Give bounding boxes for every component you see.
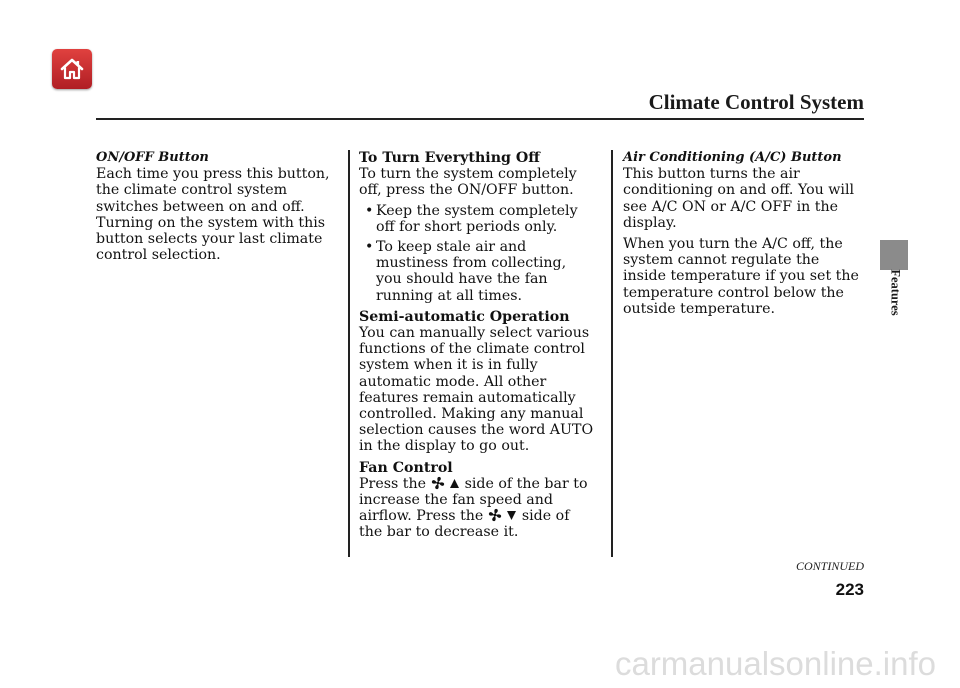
turn-off-heading: To Turn Everything Off: [359, 150, 540, 166]
ac-heading: Air Conditioning (A/C) Button: [623, 150, 842, 165]
ac-body-2: When you turn the A/C off, the system cannot regulate the inside temperature if you set the temperature control below the outside temperature.: [623, 236, 859, 317]
column-divider-1: [348, 150, 350, 557]
triangle-up-icon: [449, 478, 460, 489]
column-3: [623, 150, 859, 321]
home-button[interactable]: [52, 49, 92, 89]
fan-control-body: [359, 476, 595, 541]
fan-icon: [431, 476, 445, 490]
watermark: carmanualsonline.info: [614, 645, 936, 682]
section-tab[interactable]: [880, 240, 908, 270]
semi-auto-body: You can manually select various functions of the climate control system when it is in fully automatic mode. All other features remain automatically controlled. Making any manual selection causes the word AUTO in the display to go out.: [359, 325, 594, 455]
column-2: [359, 150, 595, 545]
on-off-body: Each time you press this button, the climate control system switches between on and off. Turning on the system with this button selects your last climate control selection.: [96, 166, 330, 264]
column-divider-2: [611, 150, 613, 557]
fan-icon: [488, 508, 502, 522]
section-tab-label: Features: [888, 268, 903, 316]
title-divider: [96, 118, 864, 120]
home-icon: [57, 54, 87, 84]
ac-body-1: This button turns the air conditioning on and off. You will see A/C ON or A/C OFF in the display.: [623, 166, 855, 231]
list-item: • Keep the system completely off for short periods only.: [359, 203, 595, 235]
page-number: 223: [835, 580, 864, 599]
turn-off-body: To turn the system completely off, press the ON/OFF button.: [359, 166, 577, 199]
column-1: [96, 150, 332, 267]
semi-auto-heading: Semi-automatic Operation: [359, 308, 570, 325]
triangle-down-icon: [506, 510, 517, 521]
fan-down-post: side of the bar to decrease it.: [359, 508, 570, 541]
fan-up-pre: Press the: [359, 475, 427, 492]
fan-control-heading: Fan Control: [359, 459, 453, 476]
fan-down-pre: Press the: [416, 508, 484, 525]
continued-label: CONTINUED: [795, 559, 864, 573]
turn-off-bullets: [359, 203, 595, 304]
on-off-heading: ON/OFF Button: [96, 150, 209, 165]
list-item: • To keep stale air and mustiness from collecting, you should have the fan running at all times.: [359, 239, 595, 304]
page-title: Climate Control System: [648, 90, 864, 114]
fan-up-post: side of the bar to increase the fan speed and airflow.: [359, 475, 588, 525]
section-tab-label-wrap: [886, 268, 904, 316]
